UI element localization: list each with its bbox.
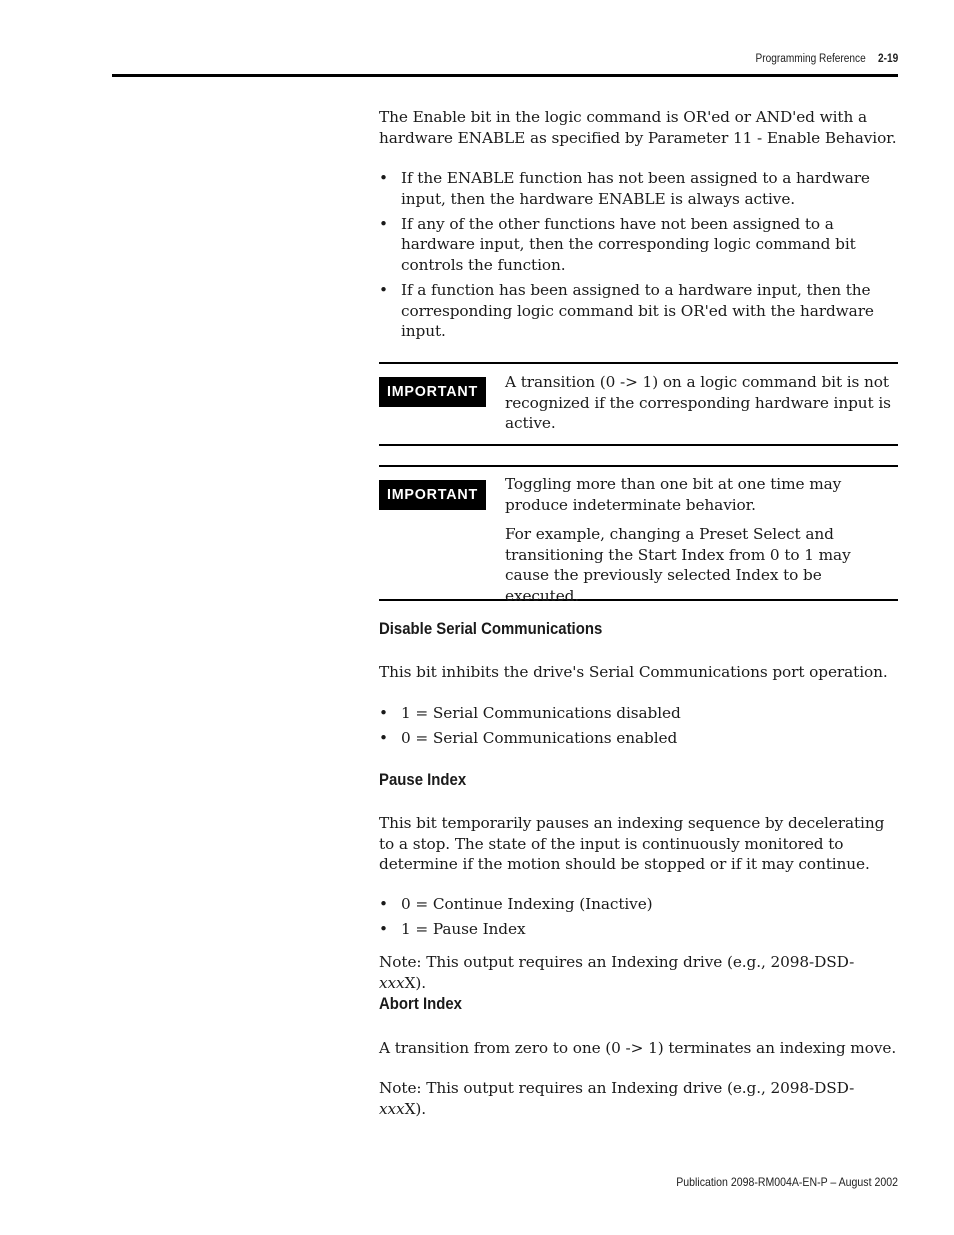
important-label: IMPORTANT: [379, 480, 486, 510]
pause-index-bullet-list: [379, 894, 901, 944]
section-heading-disable-serial: Disable Serial Communications: [379, 619, 603, 638]
intro-paragraph: The Enable bit in the logic command is OR'ed or AND'ed with a hardware ENABLE as specified by Parameter 11 - Enable Behavior.: [379, 108, 897, 147]
section-heading-abort-index: Abort Index: [379, 994, 462, 1013]
important-label: IMPORTANT: [379, 377, 486, 407]
disable-serial-description: This bit inhibits the drive's Serial Communications port operation.: [379, 663, 888, 681]
abort-index-note: Note: This output requires an Indexing drive (e.g., 2098-DSD-xxxX).: [379, 1079, 855, 1118]
bullet-icon: •: [379, 214, 388, 233]
disable-serial-bullet-list: [379, 703, 901, 753]
section-heading-pause-index: Pause Index: [379, 770, 467, 789]
publication-footer: Publication 2098-RM004A-EN-P – August 2002: [676, 1175, 898, 1189]
important-callout: [379, 465, 898, 605]
header-section-title: Programming Reference: [755, 53, 866, 65]
pause-index-note: Note: This output requires an Indexing drive (e.g., 2098-DSD-xxxX).: [379, 953, 855, 992]
important-text: Toggling more than one bit at one time may produce indeterminate behavior.: [505, 475, 842, 514]
header-rule: [112, 74, 898, 77]
list-item: • 0 = Serial Communications enabled: [379, 729, 678, 748]
intro-bullet-list: [379, 168, 895, 346]
list-item: • If any of the other functions have not been assigned to a hardware input, then the corresponding logic command bit controls the function.: [379, 214, 856, 274]
list-item: • 0 = Continue Indexing (Inactive): [379, 895, 653, 913]
bullet-icon: •: [379, 704, 388, 722]
important-example-text: For example, changing a Preset Select and transitioning the Start Index from 0 to 1 may cause the previously selected Index to be executed.: [505, 525, 851, 605]
list-item: • 1 = Serial Communications disabled: [379, 704, 681, 722]
important-callout: [379, 362, 898, 446]
bullet-icon: •: [379, 920, 388, 939]
bullet-icon: •: [379, 895, 388, 913]
bullet-icon: •: [379, 729, 388, 748]
intro-block: [379, 107, 901, 148]
abort-index-description: A transition from zero to one (0 -> 1) terminates an indexing move.: [379, 1039, 897, 1057]
list-item: • 1 = Pause Index: [379, 920, 526, 939]
page-number: 2-19: [877, 53, 898, 65]
list-item: • If a function has been assigned to a hardware input, then the corresponding logic command bit is OR'ed with the hardware input.: [379, 280, 874, 341]
bullet-icon: •: [379, 280, 388, 299]
important-text: A transition (0 -> 1) on a logic command bit is not recognized if the corresponding hardware input is active.: [505, 373, 891, 433]
pause-index-description: This bit temporarily pauses an indexing sequence by decelerating to a stop. The state of the input is continuously monitored to determine if the motion should be stopped or if it may continue.: [379, 814, 885, 874]
running-header: [755, 53, 898, 65]
list-item: • If the ENABLE function has not been assigned to a hardware input, then the hardware ENABLE is always active.: [379, 169, 870, 208]
bullet-icon: •: [379, 169, 388, 187]
